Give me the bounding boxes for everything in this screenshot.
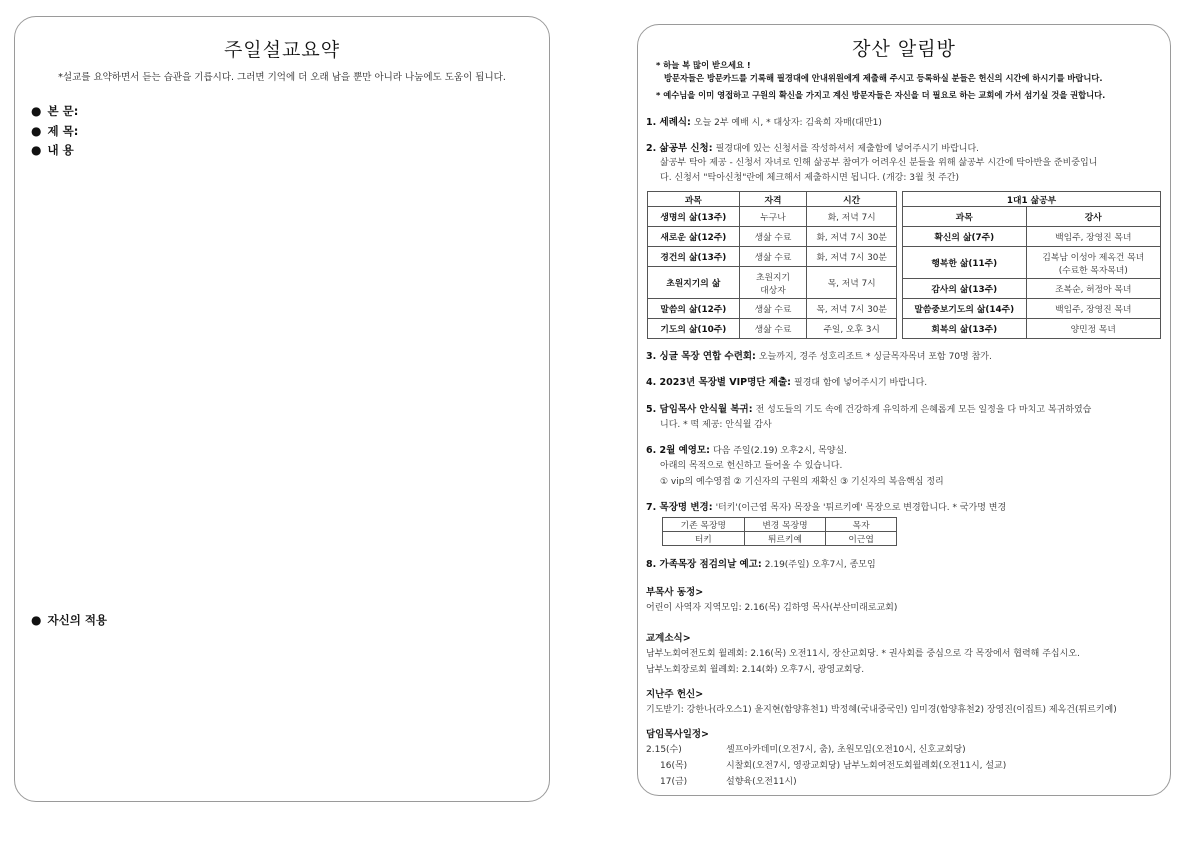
section-pastor-return: 5. 담임목사 안식월 복귀: 전 성도들의 기도 속에 건강하게 유익하게 은혜롭게 모든 일정을 다 마치고 복귀하였습 <box>646 404 1092 415</box>
table-row: 확신의 삶(7주) 백임주, 장영진 목녀 <box>903 227 1161 247</box>
table-row: 행복한 삶(11주) 김복남 이성아 제옥건 목녀 (수료한 목자목녀) <box>903 247 1161 279</box>
schedule-date: 16(목) <box>660 761 688 771</box>
sermon-summary-note: *설교를 요약하면서 듣는 습관을 기릅시다. 그러면 기억에 더 오래 남을 뿐만 아니라 나눔에도 도움이 됩니다. <box>58 72 506 83</box>
feb-meeting-cont-1: 아래의 목적으로 헌신하고 들어올 수 있습니다. <box>660 461 843 471</box>
life-study-cont-1: 삶공부 탁아 제공 - 신청서 자녀로 인해 삶공부 참여가 어려우신 분들을 위해 삶공부 시간에 탁아반을 준비중입니 <box>660 158 1098 168</box>
table-row: 감사의 삶(13주) 조복순, 허정아 목녀 <box>903 279 1161 299</box>
schedule-date: 2.15(수) <box>646 745 682 755</box>
notice-line-1: * 하늘 복 많이 받으세요 ! <box>656 60 751 70</box>
notice-line-2: 방문자들은 방문카드를 기록해 필경대에 안내위원에게 제출해 주시고 등록하실 분들은 헌신의 시간에 하시기를 바랍니다. <box>664 73 1103 83</box>
last-week-heading: 지난주 헌신> <box>646 689 704 700</box>
table-row: 기도의 삶(10주) 생삶 수료 주일, 오후 3시 <box>648 319 897 339</box>
item-scripture: ● 본 문: <box>31 104 79 118</box>
bullet-icon: ● <box>31 124 42 138</box>
rename-table: 기존 목장명 변경 목장명 목자 터키 튀르키예 이근엽 <box>662 517 897 546</box>
schedule-text: 시찰회(오전7시, 영광교회당) 남부노회여전도회월례회(오전11시, 설교) <box>726 761 1007 771</box>
schedule-text: 셀프아카데미(오전7시, 춤), 초원모임(오전10시, 신호교회당) <box>726 745 966 755</box>
table-row: 회복의 삶(13주) 양민정 목녀 <box>903 319 1161 339</box>
last-week-line: 기도받기: 강한나(라오스1) 윤지현(함양휴천1) 박정혜(국내중국인) 임미경(함양휴천2) 장영진(이집트) 제옥건(튀르키예) <box>646 705 1117 715</box>
section-family-check: 8. 가족목장 점검의날 예고: 2.19(주일) 오후7시, 종모임 <box>646 559 876 570</box>
bullet-icon: ● <box>31 104 42 118</box>
pastor-schedule-heading: 담임목사일정> <box>646 729 710 740</box>
announcements-title: 장산 알림방 <box>852 38 956 60</box>
table-row: 초원지기의 삶 초원지기 대상자 목, 저녁 7시 <box>648 267 897 299</box>
table-row: 말씀의 삶(12주) 생삶 수료 목, 저녁 7시 30분 <box>648 299 897 319</box>
feb-meeting-cont-2: ① vip의 예수영접 ② 기신자의 구원의 재확신 ③ 기신자의 복음핵심 정리 <box>660 477 944 487</box>
table-row: 터키 튀르키예 이근엽 <box>663 532 897 546</box>
life-study-cont-2: 다. 신청서 "탁아신청"란에 체크해서 제출하시면 됩니다. (개강: 3월 첫 주간) <box>660 173 959 183</box>
church-news-line-1: 남부노회여전도회 월례회: 2.16(목) 오전11시, 장산교회당. * 권사회를 중심으로 각 목장에서 협력해 주십시오. <box>646 649 1080 659</box>
item-title: ● 제 목: <box>31 124 79 138</box>
section-vip-list: 4. 2023년 목장별 VIP명단 제출: 필경대 함에 넣어주시기 바랍니다. <box>646 377 928 388</box>
section-life-study: 2. 삶공부 신청: 필경대에 있는 신청서를 작성하셔서 제출함에 넣어주시기 바랍니다. <box>646 143 980 154</box>
one-on-one-table: 1대1 삶공부 과목 강사 확신의 삶(7주) 백임주, 장영진 목녀 행복한 삶(11주) 김복남 이성아 제옥건 목녀 (수료한 목자목녀) 감사의 삶(13주) 조복순, 허정아 목녀 말씀중보기도의 삶(14주) 백임주, 장영진 목녀 회복의 삶(13주) 양민정 목녀 <box>902 191 1161 339</box>
table-row: 말씀중보기도의 삶(14주) 백임주, 장영진 목녀 <box>903 299 1161 319</box>
notice-line-3: * 예수님을 이미 영접하고 구원의 확신을 가지고 계신 방문자들은 자신을 더 필요로 하는 교회에 가서 섬기실 것을 권합니다. <box>656 90 1106 100</box>
associate-pastor-line: 어린이 사역자 지역모임: 2.16(목) 김하영 목사(부산미래로교회) <box>646 603 898 613</box>
associate-pastor-heading: 부목사 동정> <box>646 587 704 598</box>
church-news-line-2: 남부노회장로회 월례회: 2.14(화) 오후7시, 광영교회당. <box>646 665 865 675</box>
section-mokjang-rename: 7. 목장명 변경: '터키'(이근엽 목자) 목장을 '튀르키예' 목장으로 변경합니다. * 국가명 변경 <box>646 502 1007 513</box>
announcements-panel <box>637 24 1171 796</box>
table-row: 생명의 삶(13주) 누구나 화, 저녁 7시 <box>648 207 897 227</box>
church-news-heading: 교계소식> <box>646 633 691 644</box>
schedule-date: 17(금) <box>660 777 688 787</box>
section-single-retreat: 3. 싱글 목장 연합 수련회: 오늘까지, 경주 성호리조트 * 싱글목자목녀 포함 70명 참가. <box>646 351 992 362</box>
table-row: 경건의 삶(13주) 생삶 수료 화, 저녁 7시 30분 <box>648 247 897 267</box>
table-row: 새로운 삶(12주) 생삶 수료 화, 저녁 7시 30분 <box>648 227 897 247</box>
item-application: ● 자신의 적용 <box>31 613 108 627</box>
section-feb-meeting: 6. 2월 예영모: 다음 주일(2.19) 오후2시, 목양실. <box>646 445 848 456</box>
item-content: ● 내 용 <box>31 143 74 157</box>
sermon-summary-title: 주일설교요약 <box>223 39 341 61</box>
pastor-return-cont: 니다. * 떡 제공: 안식월 감사 <box>660 420 772 430</box>
sermon-summary-panel <box>14 16 550 802</box>
bullet-icon: ● <box>31 613 42 627</box>
bullet-icon: ● <box>31 143 42 157</box>
schedule-text: 설향육(오전11시) <box>726 777 797 787</box>
life-study-table: 과목 자격 시간 생명의 삶(13주) 누구나 화, 저녁 7시 새로운 삶(12주) 생삶 수료 화, 저녁 7시 30분 경건의 삶(13주) 생삶 수료 화, 저녁 7시 30분 초원지기의 삶 초원지기 대상자 목, 저녁 7시 말씀의 삶(12주) 생삶 수료 목, 저녁 7시 30분 기도의 삶(10주) 생삶 수료 주일, 오후 3시 <box>647 191 897 339</box>
section-baptism: 1. 세례식: 오늘 2부 예배 시, * 대상자: 김육희 자매(대만1) <box>646 117 882 128</box>
